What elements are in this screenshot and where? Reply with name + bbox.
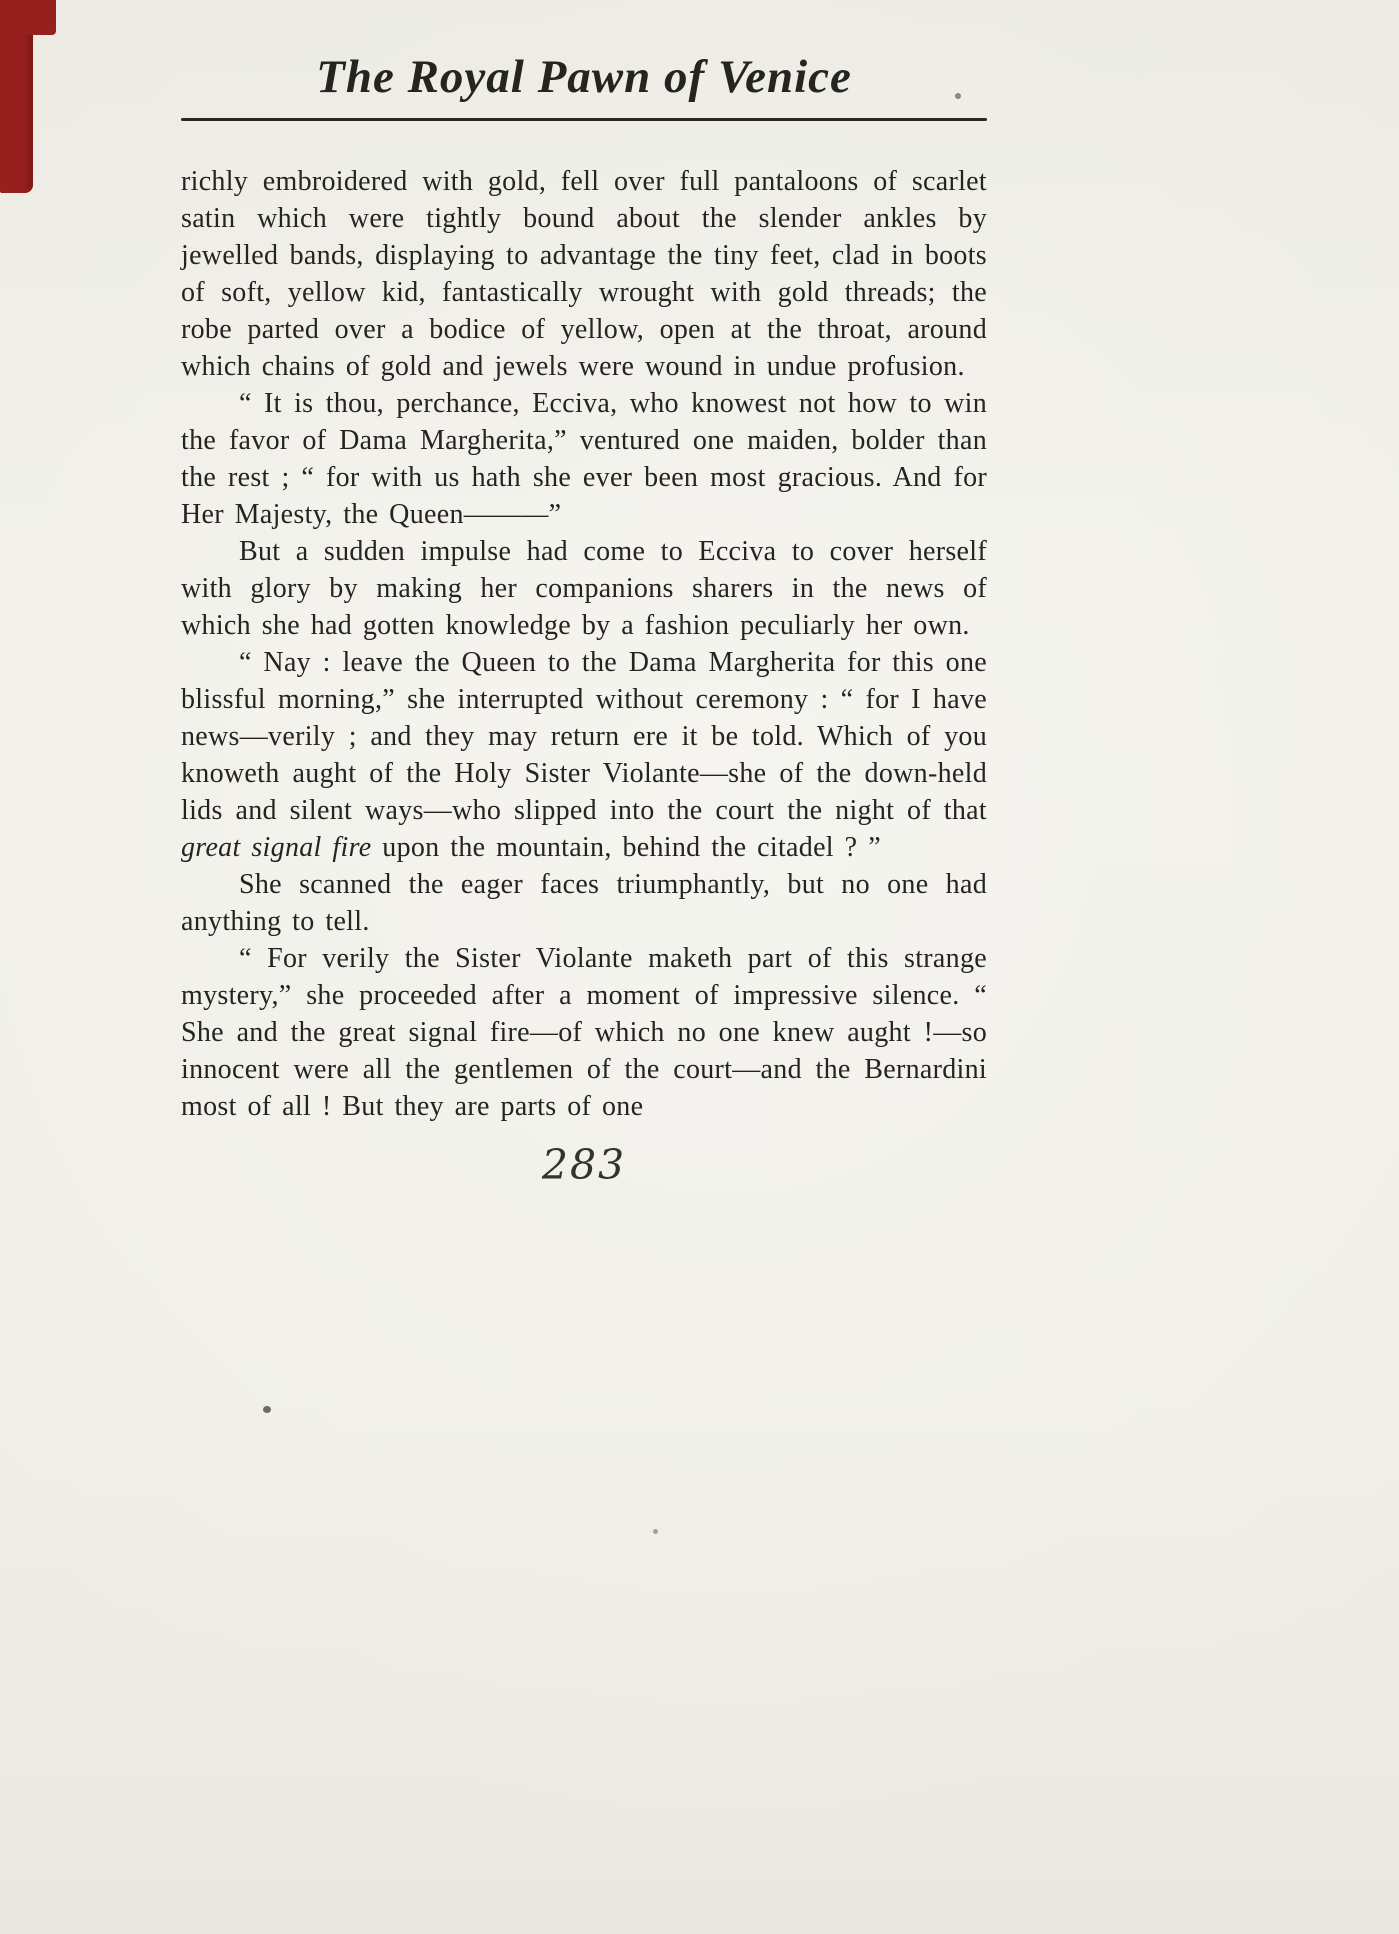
page-number: 283 — [541, 1141, 627, 1189]
text-segment: “ Nay : leave the Queen to the Dama Margherita for this one blissful morning,” she interrupted without ceremony : “ for I have news—verily ; and they may return ere it be told. Which of you knoweth aught of the Holy Sister Violante—she of the down-held lids and silent ways—who slipped into the court the night of that — [181, 647, 987, 826]
header-rule — [181, 118, 987, 121]
scan-speck — [653, 1529, 658, 1534]
text-segment: “ It is thou, perchance, Ecciva, who knowest not how to win the favor of Dama Margherita,” ventured one maiden, bolder than the rest ; “ for with us hath she ever been most gracious. And for Her Majesty, the Queen———” — [181, 388, 987, 530]
paragraph — [181, 163, 987, 385]
running-header-title: The Royal Pawn of Venice — [316, 51, 852, 103]
paragraph — [181, 866, 987, 940]
text-segment: She scanned the eager faces triumphantly, but no one had anything to tell. — [181, 869, 987, 937]
page-column — [181, 0, 987, 1189]
text-segment: But a sudden impulse had come to Ecciva to cover herself with glory by making her companions sharers in the news of which she had gotten knowledge by a fashion peculiarly her own. — [181, 536, 987, 641]
text-block — [181, 163, 987, 1125]
binding-edge-top — [0, 0, 56, 35]
text-segment: richly embroidered with gold, fell over full pantaloons of scarlet satin which were tightly bound about the slender ankles by jewelled bands, displaying to advantage the tiny feet, clad in boots of soft, yellow kid, fantastically wrought with gold threads; the robe parted over a bodice of yellow, open at the throat, around which chains of gold and jewels were wound in undue profusion. — [181, 166, 987, 382]
scan-speck — [955, 93, 961, 99]
paragraph — [181, 385, 987, 533]
scan-speck — [263, 1406, 271, 1413]
text-segment: “ For verily the Sister Violante maketh part of this strange mystery,” she proceeded after a moment of impressive silence. “ She and the great signal fire—of which no one knew aught !—so innocent were all the gentlemen of the court—and the Bernardini most of all ! But they are parts of one — [181, 943, 987, 1122]
text-segment: upon the mountain, behind the citadel ? ” — [371, 832, 881, 863]
paragraph — [181, 644, 987, 866]
text-segment: great signal fire — [181, 832, 372, 863]
paragraph — [181, 533, 987, 644]
paragraph — [181, 940, 987, 1125]
